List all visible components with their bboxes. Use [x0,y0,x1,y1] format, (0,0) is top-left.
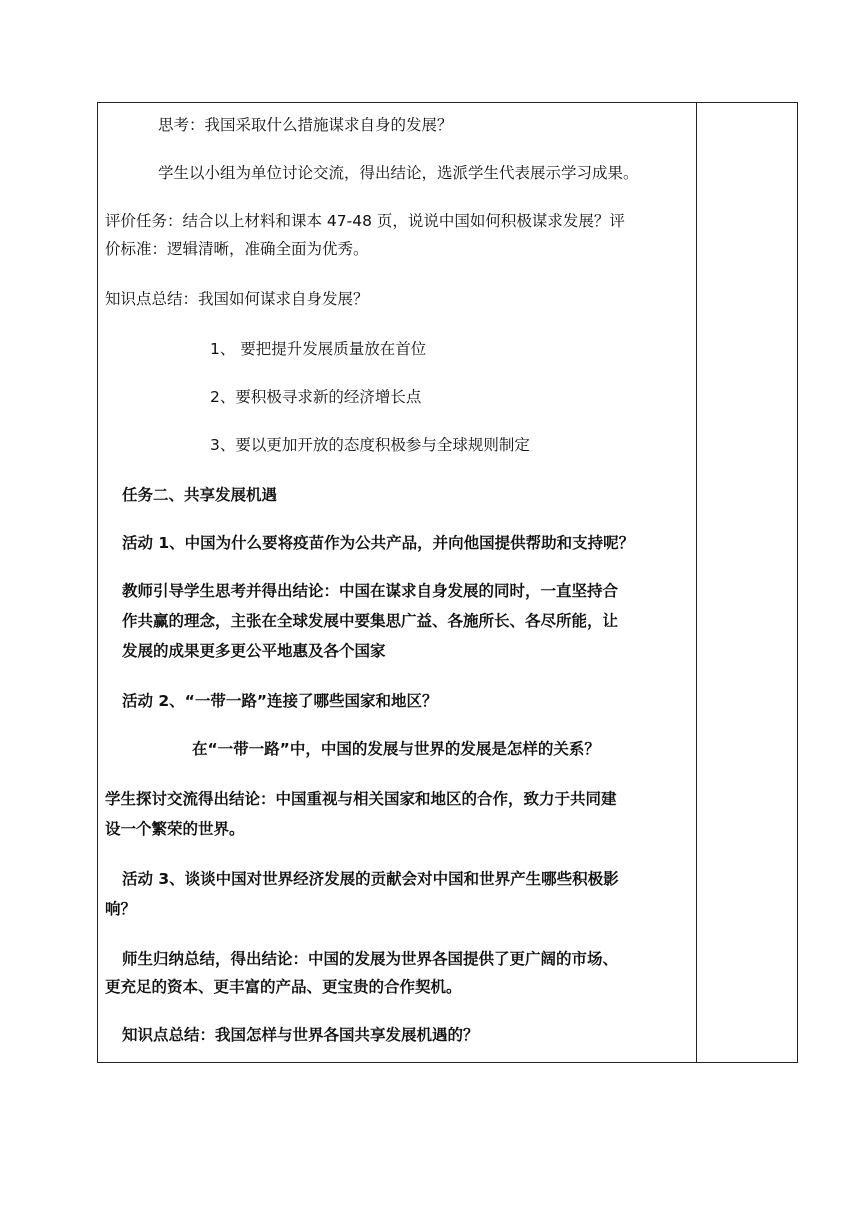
teacher-guide-line-3: 发展的成果更多更公平地惠及各个国家 [122,642,386,660]
activity-3-line-2: 响？ [105,900,137,918]
activity-2: 活动 2、“一带一路”连接了哪些国家和地区？ [122,692,438,710]
teacher-summary-line-2: 更充足的资本、更丰富的产品、更宝贵的合作契机。 [105,978,462,996]
activity-1: 活动 1、中国为什么要将疫苗作为公共产品，并向他国提供帮助和支持呢？ [122,534,635,552]
lesson-table [97,102,798,1063]
task-2-title: 任务二、共享发展机遇 [122,486,278,504]
think-question: 思考：我国采取什么措施谋求自身的发展？ [158,116,453,134]
teacher-guide-line-2: 作共赢的理念，主张在全球发展中要集思广益、各施所长、各尽所能，让 [122,612,619,630]
summary-1-title: 知识点总结：我国如何谋求自身发展？ [105,290,369,308]
activity-2-followup: 在“一带一路”中，中国的发展与世界的发展是怎样的关系？ [192,740,600,758]
summary-1-item: 2、要积极寻求新的经济增长点 [210,388,422,406]
teacher-summary-line-1: 师生归纳总结，得出结论：中国的发展为世界各国提供了更广阔的市场、 [122,950,619,968]
student-discussion: 学生以小组为单位讨论交流，得出结论，选派学生代表展示学习成果。 [158,164,639,182]
main-content-cell [98,103,696,1062]
student-conclusion-line-1: 学生探讨交流得出结论：中国重视与相关国家和地区的合作，致力于共同建 [105,790,617,808]
activity-3-line-1: 活动 3、谈谈中国对世界经济发展的贡献会对中国和世界产生哪些积极影 [122,870,619,888]
summary-1-item: 3、要以更加开放的态度积极参与全球规则制定 [210,436,530,454]
eval-task-line-2: 价标准：逻辑清晰，准确全面为优秀。 [105,240,369,258]
summary-2-title: 知识点总结：我国怎样与世界各国共享发展机遇的？ [122,1026,479,1044]
eval-task-line-1: 评价任务：结合以上材料和课本 47-48 页，说说中国如何积极谋求发展？评 [105,212,625,230]
teacher-guide-line-1: 教师引导学生思考并得出结论：中国在谋求自身发展的同时，一直坚持合 [122,582,619,600]
summary-1-item: 1、 要把提升发展质量放在首位 [210,340,427,358]
student-conclusion-line-2: 设一个繁荣的世界。 [105,820,245,838]
notes-cell [697,103,797,1062]
